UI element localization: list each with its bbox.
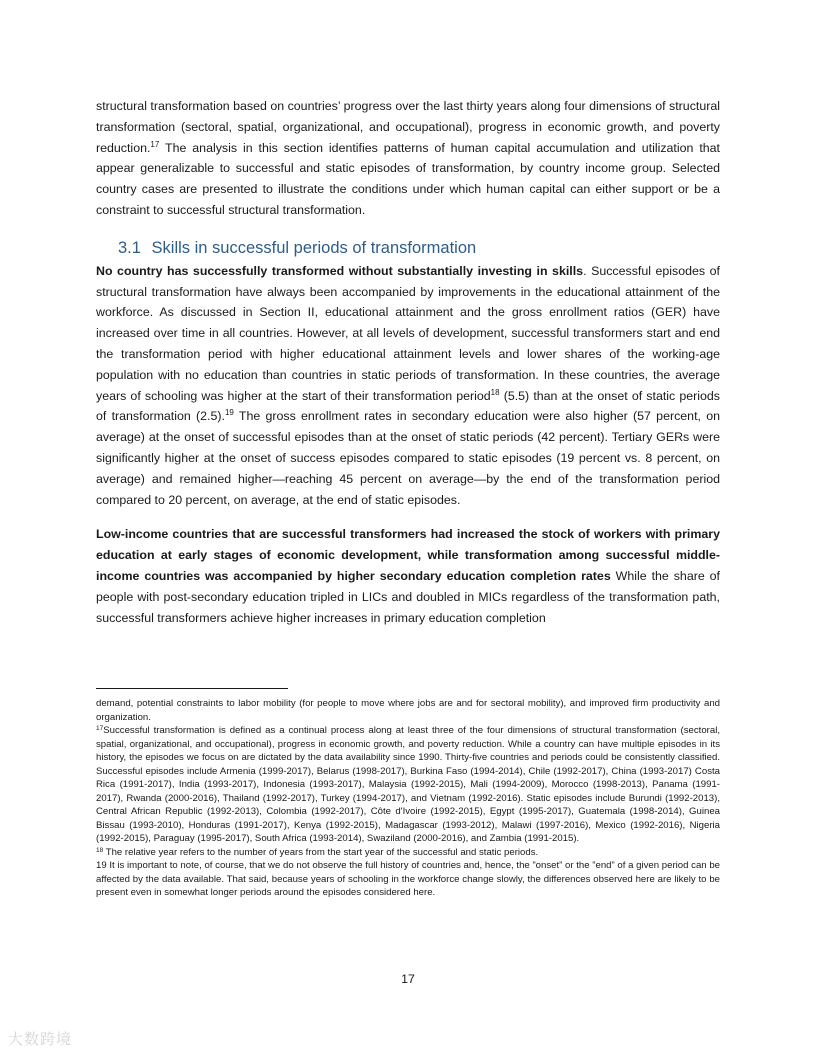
footnote-continuation: demand, potential constraints to labor mobility (for people to move where jobs are and for sectoral mobility), and improved firm productivity and organization. bbox=[96, 698, 720, 723]
paragraph-low-income bbox=[96, 524, 720, 628]
intro-text: structural transformation based on countries’ progress over the last thirty years along four dimensions of structural transformation (sectoral, spatial, organizational, and occupational), progress in economic growth, and poverty reduction. bbox=[96, 99, 720, 155]
footnote-separator bbox=[96, 688, 288, 689]
footnote-18-marker: 18 bbox=[96, 846, 104, 854]
footnote-17-marker: 17 bbox=[96, 725, 104, 732]
paragraph-text: While the share of people with post-secondary education tripled in LICs and doubled in MICs regardless of the transformation path, successful transformers achieve higher increases in primary education completion bbox=[96, 568, 720, 625]
intro-paragraph bbox=[96, 96, 720, 221]
footnote-17-text: Successful transformation is defined as a continual process along at least three of the four dimensions of structural transformation (sectoral, spatial, organizational, and occupational), progress in economic growth, and poverty reduction. While a country can have multiple episodes in its history, the episodes we focus on are dictated by the data availability since 1990. Thirty-five countries and periods could be consistently classified. Successful episodes include Armenia (1999-2017), Belarus (1998-2017), Burkina Faso (1994-2014), Chile (1992-2017), China (1993-2017) Costa Rica (1991-2017), India (1993-2017), Indonesia (1993-2017), Malaysia (1992-2015), Mali (1994-2009), Morocco (1998-2013), Panama (1991-2017), Rwanda (2000-2016), Thailand (1992-2017), Turkey (1994-2017), and Vietnam (1992-2016). Static episodes include Burundi (1992-2013), Central African Republic (1992-2013), Colombia (1992-2017), Côte d'Ivoire (1992-2015), Egypt (1995-2017), Guatemala (1998-2014), Guinea Bissau (1993-2010), Honduras (1991-2017), Kenya (1992-2015), Madagascar (1993-2012), Malawi (1997-2016), Mexico (1992-2016), Nigeria (1992-2015), Paraguay (1995-2017), South Africa (1993-2014), Swaziland (2000-2016), and Zambia (1991-2015). bbox=[96, 725, 720, 844]
paragraph-text: . Successful episodes of structural transformation have always been accompanied by improvements in the educational attainment of the workforce. As discussed in Section II, educational attainment and the gross enrollment ratios (GER) have increased over time in all countries. However, at all levels of development, successful transformers start and end the transformation period with higher educational attainment levels and lower shares of the working-age population with no education than countries in static periods of transformation. In these countries, the average years of schooling was higher at the start of their transformation period bbox=[96, 263, 720, 403]
footnote-18 bbox=[96, 846, 720, 860]
footnote-18-text: The relative year refers to the number of years from the start year of the successful and static periods. bbox=[103, 846, 539, 858]
page-number: 17 bbox=[401, 972, 415, 986]
paragraph-text: The gross enrollment rates in secondary education were also higher (57 percent, on average) at the onset of successful episodes than at the onset of static periods (42 percent). Tertiary GERs were significantly higher at the onset of success episodes compared to static episodes (19 percent vs. 8 percent, on average) and remained higher—reaching 45 percent on average—by the end of the transformation period compared to 20 percent, on average, at the end of static episodes. bbox=[96, 409, 720, 507]
section-title: Skills in successful periods of transformation bbox=[151, 238, 477, 257]
paragraph-lead: No country has successfully transformed without substantially investing in skills bbox=[96, 263, 584, 278]
section-number: 3.1 bbox=[118, 238, 141, 257]
watermark-logo: 大数跨境 bbox=[8, 1031, 73, 1048]
footnote-ref-19[interactable]: 19 bbox=[224, 408, 234, 418]
footnote-19: 19 It is important to note, of course, that we do not observe the full history of countries and, hence, the ”onset” or the ”end” of a given period can be affected by the data available. That said, because years of schooling in the workforce change slowly, the differences observed here are likely to be present even in somewhat longer periods around the episodes considered here. bbox=[96, 860, 720, 898]
intro-text-continued: The analysis in this section identifies patterns of human capital accumulation and utilization that appear generalizable to successful and static episodes of transformation, by country income group. Selected country cases are presented to illustrate the conditions under which human capital can either support or be a constraint to successful structural transformation. bbox=[96, 140, 720, 217]
footnote-ref-18[interactable]: 18 bbox=[490, 387, 500, 397]
paragraph-lead: Low-income countries that are successful transformers had increased the stock of workers with primary education at early stages of economic development, while transformation among successful middle-income countries was accompanied by higher secondary education completion rates bbox=[96, 527, 720, 583]
footnotes bbox=[96, 697, 720, 900]
section-heading bbox=[118, 235, 720, 261]
footnote-17 bbox=[96, 724, 720, 846]
page-body bbox=[96, 96, 720, 628]
footnote-ref-17[interactable]: 17 bbox=[150, 139, 160, 149]
paragraph-skills bbox=[96, 261, 720, 511]
paragraph-text: (5.5) than at the onset of static periods of transformation (2.5). bbox=[96, 388, 720, 424]
